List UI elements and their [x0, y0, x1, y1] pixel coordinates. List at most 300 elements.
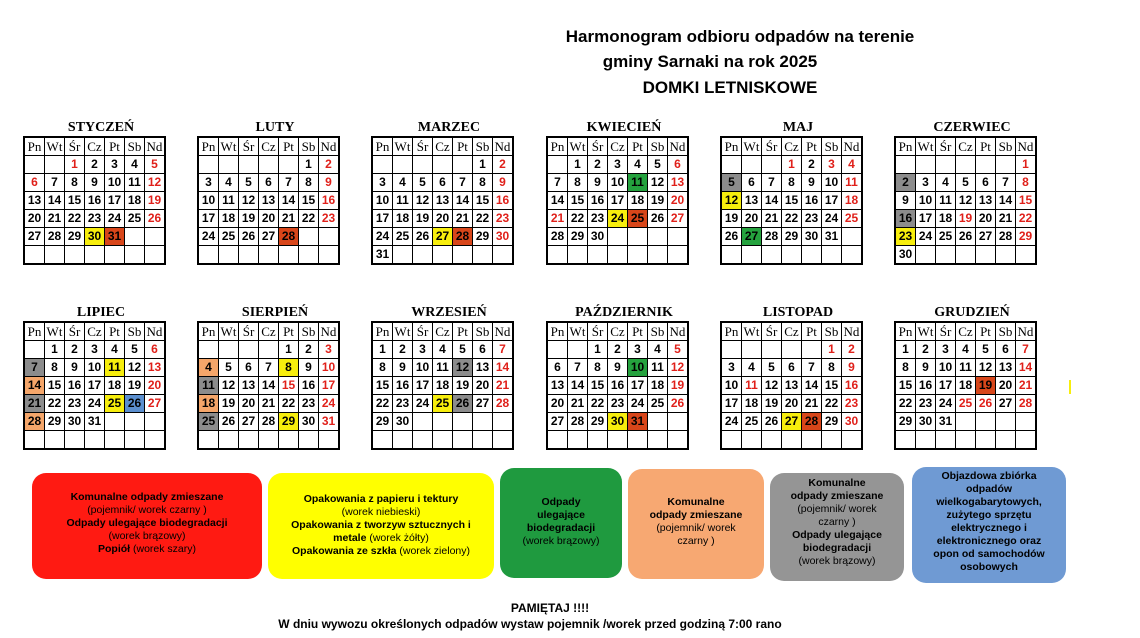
day-cell: 24 [85, 395, 105, 413]
day-cell: 16 [916, 377, 936, 395]
month-name: STYCZEŃ [67, 120, 135, 135]
day-cell: 31 [319, 413, 340, 431]
day-cell: 31 [628, 413, 648, 431]
day-cell: 31 [822, 228, 842, 246]
weekday-header: Pt [976, 322, 996, 341]
day-cell: 24 [413, 395, 433, 413]
day-cell: 24 [721, 413, 742, 431]
day-cell: 4 [105, 341, 125, 359]
day-cell: 25 [105, 395, 125, 413]
day-cell: 19 [668, 377, 689, 395]
day-cell: 9 [299, 359, 319, 377]
empty-cell [936, 431, 956, 450]
day-cell: 18 [198, 395, 219, 413]
month-table [894, 321, 1037, 450]
day-cell: 25 [842, 210, 863, 228]
day-cell: 14 [762, 192, 782, 210]
weekday-header: Pt [279, 322, 299, 341]
day-cell: 24 [198, 228, 219, 246]
day-cell: 31 [936, 413, 956, 431]
day-cell: 3 [198, 174, 219, 192]
day-cell: 29 [279, 413, 299, 431]
empty-cell [648, 431, 668, 450]
day-cell: 16 [608, 377, 628, 395]
day-cell: 1 [279, 341, 299, 359]
day-cell: 1 [895, 341, 916, 359]
day-cell: 17 [105, 192, 125, 210]
weekday-header: Cz [433, 137, 453, 156]
day-cell: 21 [259, 395, 279, 413]
footer-reminder-text: W dniu wywozu określonych odpadów wystaw pojemnik /worek przed godziną 7:00 rano [278, 617, 782, 631]
empty-cell [936, 156, 956, 174]
month-name: LUTY [255, 120, 295, 135]
month-calendar [720, 304, 876, 450]
day-cell: 10 [608, 174, 628, 192]
day-cell: 28 [996, 228, 1016, 246]
legend-gray [770, 473, 904, 581]
empty-cell [916, 431, 936, 450]
day-cell: 30 [85, 228, 105, 246]
day-cell: 8 [782, 174, 802, 192]
day-cell: 12 [721, 192, 742, 210]
empty-cell [916, 156, 936, 174]
day-cell: 9 [842, 359, 863, 377]
day-cell: 12 [125, 359, 145, 377]
day-cell: 10 [85, 359, 105, 377]
day-cell: 27 [145, 395, 166, 413]
day-cell: 26 [413, 228, 433, 246]
empty-cell [568, 431, 588, 450]
day-cell: 22 [588, 395, 608, 413]
day-cell: 4 [219, 174, 239, 192]
day-cell: 7 [1016, 341, 1037, 359]
day-cell: 2 [393, 341, 413, 359]
day-cell: 7 [493, 341, 514, 359]
legend-gray-l5: Odpady ulegające [792, 529, 882, 541]
day-cell: 20 [668, 192, 689, 210]
day-cell: 27 [782, 413, 802, 431]
day-cell: 2 [916, 341, 936, 359]
empty-cell [219, 156, 239, 174]
day-cell: 23 [842, 395, 863, 413]
day-cell: 19 [453, 377, 473, 395]
month-table [371, 321, 514, 450]
empty-cell [219, 431, 239, 450]
day-cell: 2 [895, 174, 916, 192]
weekday-header: Cz [259, 322, 279, 341]
day-cell: 30 [802, 228, 822, 246]
weekday-header: Cz [782, 137, 802, 156]
day-cell: 19 [413, 210, 433, 228]
day-cell: 18 [842, 192, 863, 210]
day-cell: 23 [895, 228, 916, 246]
empty-cell [493, 246, 514, 265]
month-name: MARZEC [417, 120, 481, 135]
day-cell: 27 [547, 413, 568, 431]
weekday-header: Pn [24, 322, 45, 341]
weekday-header: Sb [996, 137, 1016, 156]
month-calendar [894, 304, 1050, 450]
day-cell: 16 [588, 192, 608, 210]
day-cell: 9 [393, 359, 413, 377]
day-cell: 9 [85, 174, 105, 192]
day-cell: 15 [65, 192, 85, 210]
weekday-header: Śr [65, 322, 85, 341]
day-cell: 30 [299, 413, 319, 431]
month-calendar [546, 119, 702, 265]
day-cell: 26 [956, 228, 976, 246]
empty-cell [105, 246, 125, 265]
legend-blue-l4: zużytego sprzętu [946, 509, 1032, 521]
empty-cell [24, 341, 45, 359]
empty-cell [105, 413, 125, 431]
day-cell: 30 [916, 413, 936, 431]
day-cell: 29 [568, 228, 588, 246]
legend-gray-l3: (pojemnik/ worek [797, 503, 877, 515]
legend-yellow [268, 473, 494, 579]
weekday-header: Sb [125, 322, 145, 341]
day-cell: 13 [668, 174, 689, 192]
day-cell: 2 [802, 156, 822, 174]
weekday-header: Cz [259, 137, 279, 156]
empty-cell [473, 246, 493, 265]
empty-cell [1016, 246, 1037, 265]
day-cell: 24 [608, 210, 628, 228]
day-cell: 16 [493, 192, 514, 210]
day-cell: 14 [259, 377, 279, 395]
day-cell: 17 [628, 377, 648, 395]
day-cell: 2 [608, 341, 628, 359]
day-cell: 10 [628, 359, 648, 377]
weekday-header: Śr [588, 322, 608, 341]
legend-orange [628, 469, 764, 579]
legend-blue-l8: osobowych [960, 561, 1018, 573]
empty-cell [608, 228, 628, 246]
day-cell: 21 [279, 210, 299, 228]
empty-cell [721, 156, 742, 174]
day-cell: 22 [1016, 210, 1037, 228]
day-cell: 15 [372, 377, 393, 395]
month-table [197, 136, 340, 265]
empty-cell [782, 246, 802, 265]
empty-cell [453, 246, 473, 265]
weekday-header: Nd [1016, 137, 1037, 156]
empty-cell [393, 246, 413, 265]
day-cell: 9 [319, 174, 340, 192]
empty-cell [493, 413, 514, 431]
day-cell: 5 [648, 156, 668, 174]
day-cell: 18 [105, 377, 125, 395]
legend-red-l5a: Popiół [97, 543, 131, 555]
day-cell: 6 [473, 341, 493, 359]
day-cell: 11 [198, 377, 219, 395]
day-cell: 12 [145, 174, 166, 192]
day-cell: 4 [628, 156, 648, 174]
day-cell: 27 [239, 413, 259, 431]
day-cell: 18 [125, 192, 145, 210]
day-cell: 19 [976, 377, 996, 395]
day-cell: 13 [24, 192, 45, 210]
empty-cell [668, 413, 689, 431]
empty-cell [742, 341, 762, 359]
day-cell: 23 [319, 210, 340, 228]
empty-cell [1016, 431, 1037, 450]
day-cell: 11 [956, 359, 976, 377]
day-cell: 6 [239, 359, 259, 377]
day-cell: 4 [125, 156, 145, 174]
empty-cell [956, 156, 976, 174]
weekday-header: Wt [45, 137, 65, 156]
day-cell: 14 [453, 192, 473, 210]
day-cell: 19 [125, 377, 145, 395]
day-cell: 28 [279, 228, 299, 246]
day-cell: 15 [45, 377, 65, 395]
day-cell: 7 [762, 174, 782, 192]
day-cell: 1 [45, 341, 65, 359]
day-cell: 15 [822, 377, 842, 395]
day-cell: 28 [802, 413, 822, 431]
day-cell: 12 [413, 192, 433, 210]
empty-cell [628, 228, 648, 246]
day-cell: 9 [895, 192, 916, 210]
day-cell: 8 [372, 359, 393, 377]
day-cell: 4 [648, 341, 668, 359]
day-cell: 3 [608, 156, 628, 174]
day-cell: 6 [547, 359, 568, 377]
weekday-header: Cz [782, 322, 802, 341]
empty-cell [721, 341, 742, 359]
day-cell: 10 [721, 377, 742, 395]
day-cell: 16 [842, 377, 863, 395]
weekday-header: Nd [145, 137, 166, 156]
empty-cell [125, 228, 145, 246]
day-cell: 28 [493, 395, 514, 413]
day-cell: 19 [648, 192, 668, 210]
empty-cell [319, 246, 340, 265]
day-cell: 16 [802, 192, 822, 210]
day-cell: 7 [568, 359, 588, 377]
weekday-header: Cz [433, 322, 453, 341]
day-cell: 31 [372, 246, 393, 265]
legend-green-l4: (worek brązowy) [522, 535, 600, 547]
empty-cell [802, 246, 822, 265]
legend-orange-l1: Komunalne [667, 496, 725, 508]
empty-cell [588, 431, 608, 450]
day-cell: 23 [588, 210, 608, 228]
day-cell: 6 [976, 174, 996, 192]
weekday-header: Wt [742, 137, 762, 156]
empty-cell [668, 228, 689, 246]
legend-red-l1: Komunalne odpady zmieszane [70, 491, 224, 503]
legend-blue-l7: opon od samochodów [933, 548, 1045, 560]
empty-cell [393, 156, 413, 174]
empty-cell [742, 431, 762, 450]
weekday-header: Pt [976, 137, 996, 156]
day-cell: 21 [1016, 377, 1037, 395]
weekday-header: Śr [762, 322, 782, 341]
page-title: Harmonogram odbioru odpadów na terenie [565, 27, 915, 46]
empty-cell [45, 156, 65, 174]
day-cell: 30 [65, 413, 85, 431]
month-calendar [197, 304, 353, 450]
empty-cell [125, 431, 145, 450]
weekday-header: Sb [822, 322, 842, 341]
legend-red-l3: Odpady ulegające biodegradacji [66, 517, 228, 529]
legend-blue-l5: elektrycznego i [951, 522, 1027, 534]
day-cell: 15 [588, 377, 608, 395]
day-cell: 24 [936, 395, 956, 413]
weekday-header: Pt [802, 322, 822, 341]
day-cell: 25 [628, 210, 648, 228]
empty-cell [239, 246, 259, 265]
day-cell: 10 [822, 174, 842, 192]
empty-cell [568, 341, 588, 359]
day-cell: 20 [239, 395, 259, 413]
day-cell: 5 [239, 174, 259, 192]
weekday-header: Sb [648, 322, 668, 341]
day-cell: 2 [319, 156, 340, 174]
empty-cell [762, 431, 782, 450]
weekday-header: Pn [198, 322, 219, 341]
day-cell: 2 [85, 156, 105, 174]
day-cell: 27 [433, 228, 453, 246]
legend-green [500, 468, 622, 578]
day-cell: 19 [219, 395, 239, 413]
day-cell: 2 [588, 156, 608, 174]
day-cell: 25 [648, 395, 668, 413]
empty-cell [319, 431, 340, 450]
day-cell: 25 [742, 413, 762, 431]
month-table [371, 136, 514, 265]
day-cell: 15 [279, 377, 299, 395]
empty-cell [299, 431, 319, 450]
day-cell: 27 [996, 395, 1016, 413]
empty-cell [433, 156, 453, 174]
empty-cell [976, 431, 996, 450]
weekday-header: Pn [895, 322, 916, 341]
weekday-header: Śr [239, 137, 259, 156]
day-cell: 30 [842, 413, 863, 431]
day-cell: 13 [976, 192, 996, 210]
day-cell: 17 [198, 210, 219, 228]
day-cell: 6 [259, 174, 279, 192]
day-cell: 28 [453, 228, 473, 246]
day-cell: 24 [916, 228, 936, 246]
weekday-header: Cz [85, 322, 105, 341]
day-cell: 13 [145, 359, 166, 377]
day-cell: 20 [742, 210, 762, 228]
day-cell: 10 [413, 359, 433, 377]
day-cell: 17 [85, 377, 105, 395]
month-table [720, 136, 863, 265]
day-cell: 3 [319, 341, 340, 359]
empty-cell [547, 156, 568, 174]
legend-green-l2: ulegające [537, 509, 585, 521]
empty-cell [198, 156, 219, 174]
empty-cell [299, 246, 319, 265]
day-cell: 25 [125, 210, 145, 228]
empty-cell [413, 156, 433, 174]
month-calendar [371, 304, 527, 450]
day-cell: 12 [219, 377, 239, 395]
day-cell: 9 [493, 174, 514, 192]
day-cell: 25 [198, 413, 219, 431]
weekday-header: Śr [413, 322, 433, 341]
day-cell: 22 [372, 395, 393, 413]
day-cell: 4 [742, 359, 762, 377]
empty-cell [259, 341, 279, 359]
weekday-header: Sb [125, 137, 145, 156]
empty-cell [198, 341, 219, 359]
empty-cell [493, 431, 514, 450]
day-cell: 3 [936, 341, 956, 359]
empty-cell [219, 341, 239, 359]
day-cell: 5 [413, 174, 433, 192]
day-cell: 5 [668, 341, 689, 359]
weekday-header: Śr [413, 137, 433, 156]
month-calendar [197, 119, 353, 265]
weekday-header: Pn [372, 322, 393, 341]
day-cell: 16 [299, 377, 319, 395]
empty-cell [453, 413, 473, 431]
day-cell: 18 [956, 377, 976, 395]
day-cell: 24 [372, 228, 393, 246]
day-cell: 14 [24, 377, 45, 395]
day-cell: 3 [628, 341, 648, 359]
empty-cell [895, 431, 916, 450]
day-cell: 5 [976, 341, 996, 359]
weekday-header: Pt [105, 322, 125, 341]
empty-cell [393, 431, 413, 450]
empty-cell [588, 246, 608, 265]
day-cell: 7 [802, 359, 822, 377]
day-cell: 1 [588, 341, 608, 359]
weekday-header: Sb [996, 322, 1016, 341]
empty-cell [648, 413, 668, 431]
empty-cell [956, 431, 976, 450]
empty-cell [762, 341, 782, 359]
day-cell: 11 [125, 174, 145, 192]
day-cell: 21 [493, 377, 514, 395]
day-cell: 27 [668, 210, 689, 228]
day-cell: 23 [802, 210, 822, 228]
day-cell: 28 [45, 228, 65, 246]
empty-cell [145, 228, 166, 246]
weekday-header: Pt [628, 322, 648, 341]
day-cell: 22 [299, 210, 319, 228]
weekday-header: Nd [145, 322, 166, 341]
day-cell: 18 [742, 395, 762, 413]
day-cell: 2 [493, 156, 514, 174]
weekday-header: Pt [453, 137, 473, 156]
day-cell: 8 [279, 359, 299, 377]
weekday-header: Pn [721, 322, 742, 341]
month-name: WRZESIEŃ [411, 305, 487, 320]
day-cell: 11 [105, 359, 125, 377]
empty-cell [628, 246, 648, 265]
day-cell: 28 [24, 413, 45, 431]
empty-cell [568, 246, 588, 265]
empty-cell [239, 341, 259, 359]
weekday-header: Sb [473, 137, 493, 156]
legend-orange-l4: czarny ) [677, 535, 715, 547]
empty-cell [198, 246, 219, 265]
legend-blue-l3: wielkogabarytowych, [936, 496, 1042, 508]
day-cell: 10 [105, 174, 125, 192]
weekday-header: Nd [493, 322, 514, 341]
day-cell: 28 [259, 413, 279, 431]
month-name: CZERWIEC [933, 120, 1011, 135]
